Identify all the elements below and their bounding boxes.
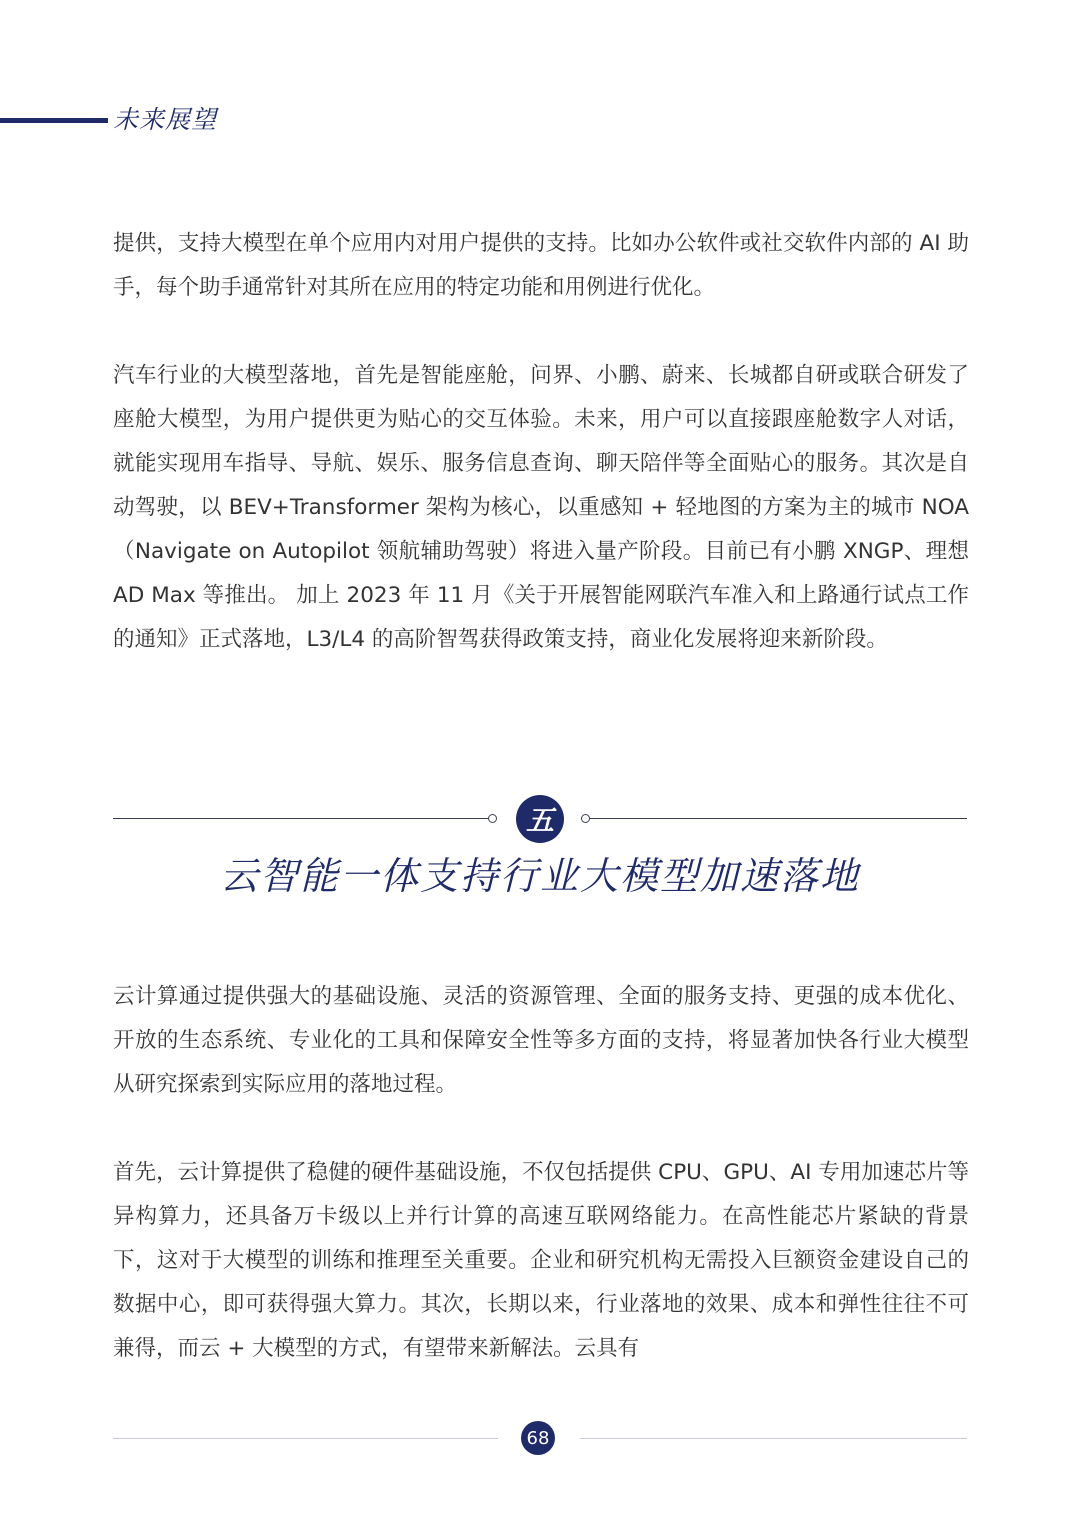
divider-dot-right (581, 814, 590, 823)
section-divider-right (590, 818, 967, 819)
header-accent-bar (0, 118, 108, 123)
page-number-badge: 68 (521, 1421, 555, 1455)
footer-rule-left (113, 1438, 498, 1439)
section-number-badge: 五 (516, 795, 564, 843)
paragraph-cloud-infrastructure: 首先，云计算提供了稳健的硬件基础设施，不仅包括提供 CPU、GPU、AI 专用加速芯片等异构算力，还具备万卡级以上并行计算的高速互联网络能力。在高性能芯片紧缺的背景下，这对于大模型的训练和推理至关重要。企业和研究机构无需投入巨额资金建设自己的数据中心，即可获得强大算力。其次，长期以来，行业落地的效果、成本和弹性往往不可兼得，而云 + 大模型的方式，有望带来新解法。云具有 (113, 1160, 969, 1361)
paragraph-cloud-overview: 云计算通过提供强大的基础设施、灵活的资源管理、全面的服务支持、更强的成本优化、开放的生态系统、专业化的工具和保障安全性等多方面的支持，将显著加快各行业大模型从研究探索到实际应用的落地过程。 (113, 984, 969, 1097)
section-divider-left (113, 818, 490, 819)
footer-rule-right (580, 1438, 967, 1439)
section-title: 云智能一体支持行业大模型加速落地 (219, 854, 860, 898)
paragraph-intro-continued: 提供，支持大模型在单个应用内对用户提供的支持。比如办公软件或社交软件内部的 AI 助手，每个助手通常针对其所在应用的特定功能和用例进行优化。 (113, 231, 969, 300)
divider-dot-left (488, 814, 497, 823)
header-title: 未来展望 (113, 105, 218, 134)
paragraph-automotive: 汽车行业的大模型落地，首先是智能座舱，问界、小鹏、蔚来、长城都自研或联合研发了座舱大模型，为用户提供更为贴心的交互体验。未来，用户可以直接跟座舱数字人对话，就能实现用车指导、导航、娱乐、服务信息查询、聊天陪伴等全面贴心的服务。其次是自动驾驶，以 BEV+Transformer 架构为核心，以重感知 + 轻地图的方案为主的城市 NOA（Navigate on Autopilot 领航辅助驾驶）将进入量产阶段。目前已有小鹏 XNGP、理想 AD Max 等推出。 加上 2023 年 11 月《关于开展智能网联汽车准入和上路通行试点工作的通知》正式落地，L3/L4 的高阶智驾获得政策支持，商业化发展将迎来新阶段。 (113, 363, 969, 652)
